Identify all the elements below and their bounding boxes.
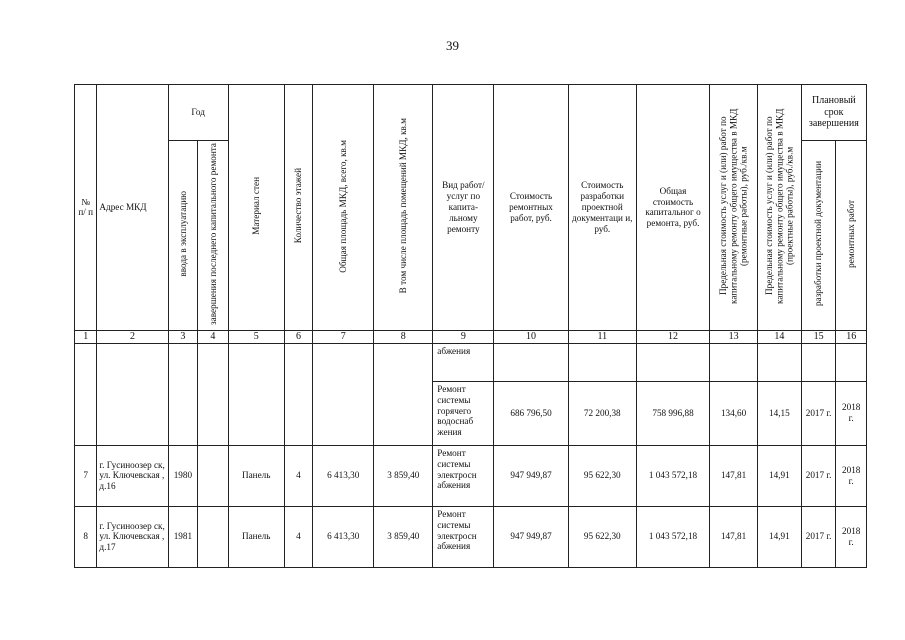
- column-number: 8: [374, 330, 433, 343]
- cell-plan-repair: 2018 г.: [836, 381, 867, 445]
- capital-repair-table: [74, 84, 867, 568]
- header-total-cost: Общая стоимость капитальног о ремонта, руб.: [636, 85, 709, 331]
- cell-plan-repair: 2018 г.: [836, 445, 867, 506]
- cell-total-cost: 758 996,88: [636, 381, 709, 445]
- column-number: 5: [228, 330, 284, 343]
- cell-max-repair: 134,60: [710, 381, 758, 445]
- cell-max-design: 14,91: [758, 445, 802, 506]
- cell-floors: 4: [284, 506, 313, 567]
- column-number: 3: [168, 330, 198, 343]
- cell-plan-design: 2017 г.: [801, 381, 836, 445]
- cell-repair-cost: 686 796,50: [494, 381, 568, 445]
- cell-year-last-repair: [198, 506, 229, 567]
- cell-num: 8: [75, 506, 97, 567]
- cell-total-cost: [636, 343, 709, 381]
- cell-max-repair: 147,81: [710, 445, 758, 506]
- header-year-commission: ввода в эксплуатацию: [168, 141, 198, 331]
- cell-work: абжения: [433, 343, 494, 381]
- cell-address: г. Гусиноозер ск, ул. Ключевская , д.17: [97, 506, 168, 567]
- cell-address: г. Гусиноозер ск, ул. Ключевская , д.16: [97, 445, 168, 506]
- column-number: 14: [758, 330, 802, 343]
- cell-max-design: 14,15: [758, 381, 802, 445]
- column-number: 11: [568, 330, 636, 343]
- cell-work: Ремонт системы электросн абжения: [433, 445, 494, 506]
- cell-work: Ремонт системы электросн абжения: [433, 506, 494, 567]
- cell-premises-area: 3 859,40: [374, 445, 433, 506]
- cell-plan-repair: [836, 343, 867, 381]
- cell-plan-design: [801, 343, 836, 381]
- cell-total-area: [313, 343, 374, 445]
- column-number: 13: [710, 330, 758, 343]
- cell-address: [97, 343, 168, 445]
- column-number: 16: [836, 330, 867, 343]
- header-floors: Количество этажей: [284, 85, 313, 331]
- cell-year-last-repair: [198, 445, 229, 506]
- cell-year-commission: 1981: [168, 506, 198, 567]
- table-row: [75, 506, 867, 567]
- cell-max-design: 14,91: [758, 506, 802, 567]
- header-year-group: Год: [168, 85, 228, 141]
- cell-plan-design: 2017 г.: [801, 506, 836, 567]
- header-plan-repair: ремонтных работ: [836, 141, 867, 331]
- header-num: № п/ п: [75, 85, 97, 331]
- cell-plan-repair: 2018 г.: [836, 506, 867, 567]
- cell-wall: Панель: [228, 445, 284, 506]
- cell-year-last-repair: [198, 343, 229, 445]
- table-row: [75, 445, 867, 506]
- header-max-cost-design: Предельная стоимость услуг и (или) работ по капитальному ремонту общего имущества в МКД (проектные работы), руб./кв.м: [758, 85, 802, 331]
- cell-design-cost: 95 622,30: [568, 445, 636, 506]
- cell-total-area: 6 413,30: [313, 445, 374, 506]
- column-number: 2: [97, 330, 168, 343]
- cell-work: Ремонт системы горячего водоснаб жения: [433, 381, 494, 445]
- header-wall-material: Материал стен: [228, 85, 284, 331]
- cell-floors: 4: [284, 445, 313, 506]
- cell-num: [75, 343, 97, 445]
- cell-floors: [284, 343, 313, 445]
- header-plan-design: разработки проектной документации: [801, 141, 836, 331]
- cell-total-cost: 1 043 572,18: [636, 445, 709, 506]
- cell-year-commission: 1980: [168, 445, 198, 506]
- header-repair-cost: Стоимость ремонтных работ, руб.: [494, 85, 568, 331]
- cell-design-cost: [568, 343, 636, 381]
- cell-num: 7: [75, 445, 97, 506]
- cell-premises-area: 3 859,40: [374, 506, 433, 567]
- cell-plan-design: 2017 г.: [801, 445, 836, 506]
- header-premises-area: В том числе площадь помещений МКД, кв.м: [374, 85, 433, 331]
- header-row-top: [75, 85, 867, 141]
- column-number: 9: [433, 330, 494, 343]
- cell-max-repair: 147,81: [710, 506, 758, 567]
- header-work-type: Вид работ/ услуг по капита- льному ремонту: [433, 85, 494, 331]
- column-number: 4: [198, 330, 229, 343]
- cell-repair-cost: [494, 343, 568, 381]
- column-number: 7: [313, 330, 374, 343]
- header-design-cost: Стоимость разработки проектной документаци и, руб.: [568, 85, 636, 331]
- cell-year-commission: [168, 343, 198, 445]
- cell-max-design: [758, 343, 802, 381]
- column-number: 12: [636, 330, 709, 343]
- cell-design-cost: 72 200,38: [568, 381, 636, 445]
- table-row: [75, 343, 867, 381]
- cell-total-cost: 1 043 572,18: [636, 506, 709, 567]
- header-address: Адрес МКД: [97, 85, 168, 331]
- cell-max-repair: [710, 343, 758, 381]
- cell-wall: Панель: [228, 506, 284, 567]
- cell-repair-cost: 947 949,87: [494, 506, 568, 567]
- column-number: 1: [75, 330, 97, 343]
- cell-repair-cost: 947 949,87: [494, 445, 568, 506]
- cell-premises-area: [374, 343, 433, 445]
- column-number-row: [75, 330, 867, 343]
- cell-total-area: 6 413,30: [313, 506, 374, 567]
- header-total-area: Общая площадь МКД, всего, кв.м: [313, 85, 374, 331]
- column-number: 10: [494, 330, 568, 343]
- column-number: 6: [284, 330, 313, 343]
- page-number: 39: [446, 38, 459, 53]
- column-number: 15: [801, 330, 836, 343]
- header-plan-group: Плановый срок завершения: [801, 85, 866, 141]
- header-year-last-repair: завершения последнего капитального ремонта: [198, 141, 229, 331]
- cell-wall: [228, 343, 284, 445]
- header-max-cost-repair: Предельная стоимость услуг и (или) работ по капитальному ремонту общего имущества в МКД (ремонтные работы), руб./кв.м: [710, 85, 758, 331]
- cell-design-cost: 95 622,30: [568, 506, 636, 567]
